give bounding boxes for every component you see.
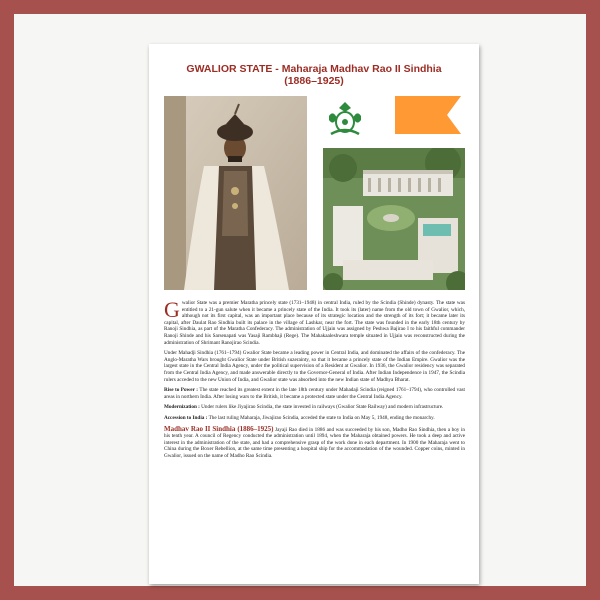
- modernization-label: Modernization :: [164, 404, 200, 411]
- gwalior-state-flag: [395, 96, 461, 134]
- poster-card: [149, 44, 479, 584]
- page-frame: [14, 14, 586, 586]
- title-line-1: GWALIOR STATE - Maharaja Madhav Rao II Sindhia: [186, 63, 442, 75]
- accession-text: The last ruling Maharaja, Jiwajirao Scindia, acceded the state to India on May 5, 1948, ending the monarchy.: [207, 414, 435, 421]
- rise-label: Rise to Power :: [164, 387, 199, 394]
- history-paragraph: Under Mahadji Sindhia (1761–1794) Gwalior State became a leading power in Central India, and dominated the affairs of the confederacy. The Anglo-Maratha Wars brought Gwalior State under British suzerainty, so that it became a princely state of the Indian Empire. Gwalior was the largest state in the Central India Agency, under the political supervision of a Resident at Gwalior. In 1936, the Gwalior residency was separated from the Central India Agency, and made answerable directly to the Governor-General of India. After Indian Independence in 1947, the Scindia rulers acceded to the new Union of India, and Gwalior state was absorbed into the new Indian state of Madhya Bharat.: [164, 350, 465, 383]
- gwalior-state-emblem: [323, 96, 367, 140]
- article-body: [164, 297, 465, 463]
- madhav-text: Jayaji Rao died in 1886 and was succeeded by his son, Madho Rao Sindhia, then a boy in his tenth year. A council of Regency conducted the administration until 1894, when the Maharaja obtained powers. He took a deep and active interest in the administration of the state, and had a comprehensive grasp of the work done in each department. In 1900 the Maharaja went to China during the Boxer Rebellion, at the same time presenting a hospital ship for the accommodation of the wounded. Copper coins, minted in Gwalior, issued on the name of Madho Rao Scindia.: [164, 426, 465, 459]
- madhav-paragraph: [164, 426, 465, 460]
- palace-image: [323, 148, 465, 290]
- page-title: [149, 63, 479, 87]
- title-line-2: (1886–1925): [284, 75, 344, 87]
- intro-text: walior State was a premier Maratha princely state (1731–1948) in central India, ruled by the Scindia (Shinde) dynasty. The state was entitled to a 21-gun salute when it became a princely state of the India. It took its (later) name from the old town of Gwalior, which, although not its first capital, was an important place because of its strategic location and the strength of its fort; it became later its capital, after Daulat Rao Sindhia built its palace in the village of Lashkar, near the fort. The state was founded in the early 18th century by Ranoji Sindhia, as part of the Maratha Confederacy. The administration of Ujjain was assigned by Peshwa Bajirao I to his faithful commander Ranoji Shinde and his Sarsenapati was Yasaji Rambhaji (Rege). The Mahakaaleshwara temple situated in Ujjain was reconstructed during the administration of Shrimant Ranojirao Scindia.: [164, 300, 465, 346]
- portrait-image: [164, 96, 307, 290]
- modernization-text: Under rulers like Jiyajirao Scindia, the state invested in railways (Gwalior State Railway) and modern infrastructure.: [199, 404, 444, 411]
- accession-paragraph: [164, 415, 465, 422]
- madhav-heading: Madhav Rao II Sindhia (1886–1925): [164, 424, 274, 433]
- rise-text: The state reached its greatest extent in the late 18th century under Mahadaji Scindia (reigned 1761–1794), who controlled vast areas in northern India. After losing wars to the British, it became a protected state under the Central India Agency.: [164, 387, 465, 400]
- modernization-paragraph: [164, 404, 465, 411]
- accession-label: Accession to India :: [164, 414, 208, 421]
- intro-paragraph: [164, 297, 465, 346]
- rise-paragraph: [164, 387, 465, 400]
- drop-cap: G: [164, 297, 180, 322]
